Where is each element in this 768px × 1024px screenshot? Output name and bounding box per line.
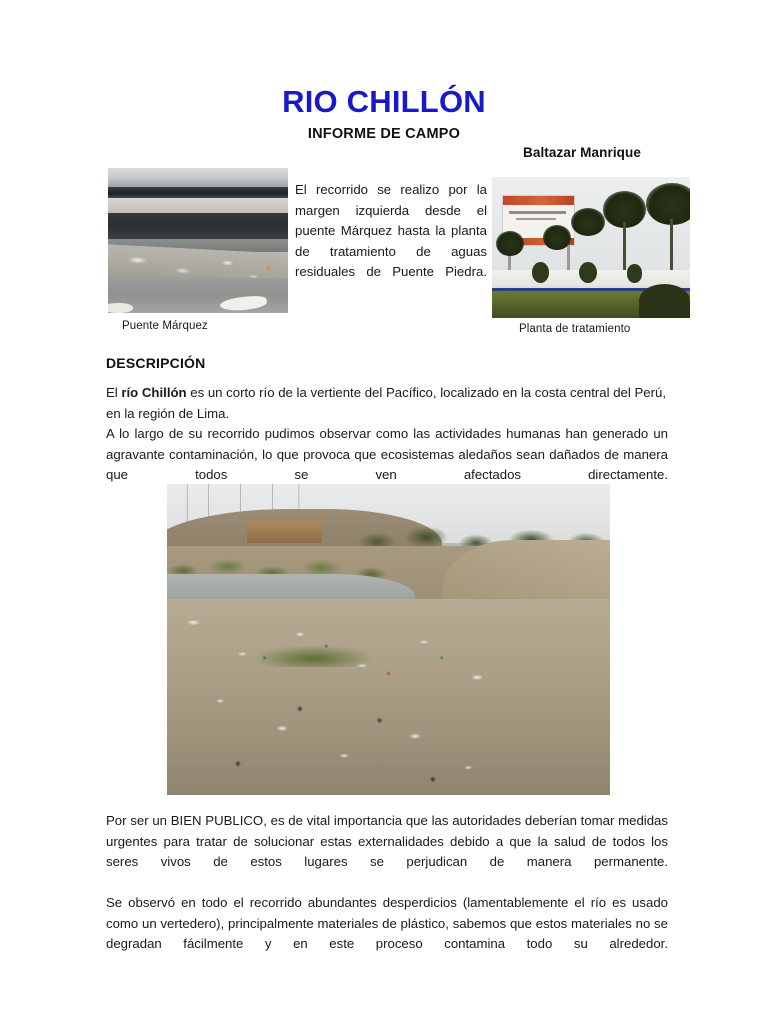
- water-foam: [108, 303, 133, 313]
- grass-patch: [256, 646, 371, 668]
- figure-rio-contaminado: [167, 484, 610, 795]
- author-name: Baltazar Manrique: [523, 145, 641, 160]
- intro-paragraph: El recorrido se realizo por la margen izquierda desde el puente Márquez hasta la planta de tratamiento de aguas residuales de Puente Piedra.: [295, 182, 487, 279]
- billboard-text-line: [516, 218, 556, 220]
- figure-planta-de-tratamiento: [492, 177, 690, 318]
- ornamental-tree: [579, 262, 597, 283]
- palm-trunk: [623, 222, 626, 273]
- closing-paragraph-1: Por ser un BIEN PUBLICO, es de vital importancia que las autoridades deberían tomar medidas urgentes para tratar de solucionar estas externalidades debido a que la salud de todos los seres vivos de estos lugares se perjudican de manera permanente.: [106, 813, 668, 869]
- description-paragraph-1: [106, 383, 668, 424]
- figure-caption-planta-de-tratamiento: Planta de tratamiento: [519, 323, 631, 335]
- page-subtitle: INFORME DE CAMPO: [307, 126, 461, 142]
- closing-paragraph-2: Se observó en todo el recorrido abundantes desperdicios (lamentablemente el río es usado como un vertedero), principalmente materiales de plástico, sabemos que estos materiales no se degradan fácilmente y en este proceso contamina todo su alrededor.: [106, 895, 668, 951]
- figure-puente-marquez: [108, 168, 288, 313]
- bridge-wall-dark: [108, 213, 288, 239]
- desc-p1-lead: El: [106, 385, 122, 400]
- bridge-beam-top: [108, 168, 288, 187]
- closing-paragraphs: [106, 811, 668, 975]
- bridge-beam-mid: [108, 198, 288, 213]
- palm-tree: [646, 183, 690, 225]
- bridge-beam-shadow: [108, 187, 288, 199]
- billboard-top-band: [503, 196, 574, 204]
- ornamental-tree: [627, 264, 643, 282]
- ornamental-tree: [532, 262, 550, 283]
- billboard-text-line: [509, 211, 566, 214]
- tree: [496, 231, 524, 256]
- trash-covered-riverbed: [167, 599, 610, 795]
- desc-p1-rest: es un corto río de la vertiente del Pacífico, localizado en la costa central del Perú, en la región de Lima.: [106, 385, 667, 421]
- palm-tree: [571, 208, 605, 236]
- palm-trunk: [670, 219, 673, 273]
- desc-p1-bold: río Chillón: [121, 385, 187, 400]
- page-title: RIO CHILLÓN: [282, 84, 486, 119]
- foreground-bush: [639, 284, 690, 318]
- figure-caption-puente-marquez: Puente Márquez: [122, 320, 208, 332]
- section-heading-descripcion: DESCRIPCIÓN: [106, 355, 206, 371]
- description-paragraph-2: A lo largo de su recorrido pudimos observar como las actividades humanas han generado un agravante contaminación, lo que provoca que ecosistemas aledaños sean dañados de manera que todos se ven afectados directamente.: [106, 426, 668, 482]
